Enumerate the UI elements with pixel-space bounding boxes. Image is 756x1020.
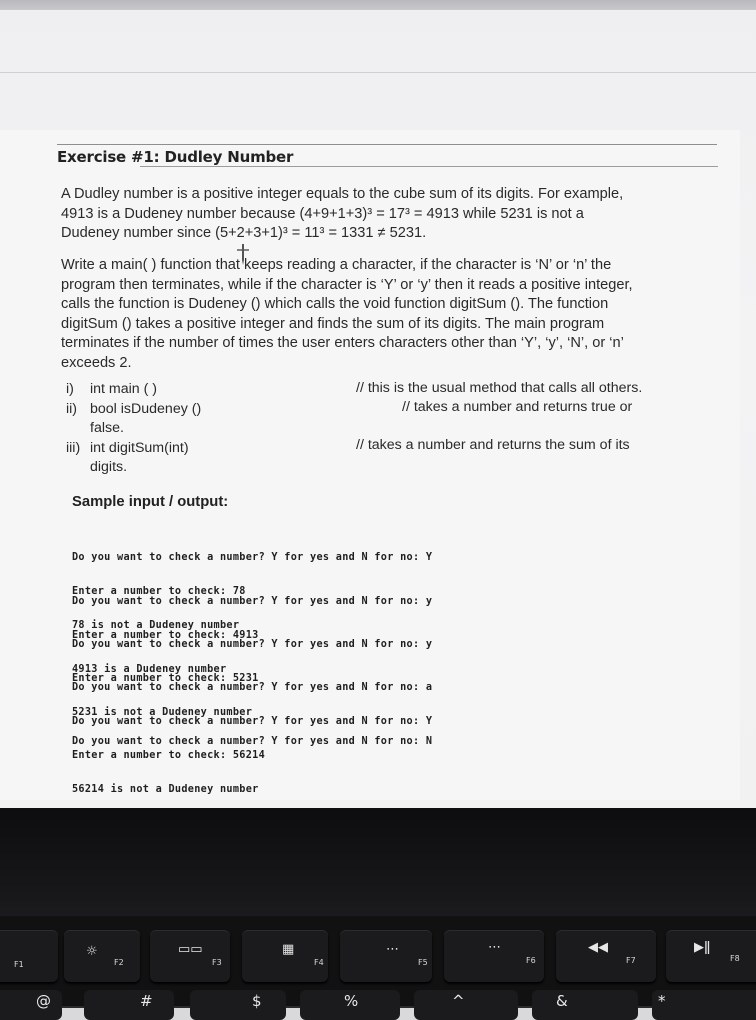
list-marker: iii) — [66, 439, 81, 456]
launchpad-icon: ▦ — [282, 942, 295, 957]
task-paragraph — [61, 256, 721, 374]
task-line: digitSum () takes a positive integer and finds the sum of its digits. The main program — [61, 315, 605, 332]
brightness-up-icon: ☼ — [86, 944, 98, 959]
f1-key[interactable] — [0, 930, 58, 982]
f8-key[interactable] — [666, 930, 756, 982]
f6-label: F6 — [526, 956, 536, 965]
f1-label: F1 — [14, 960, 24, 969]
f8-label: F8 — [730, 954, 740, 963]
key-6[interactable] — [414, 990, 518, 1020]
function-list — [66, 380, 201, 478]
sample-line: Do you want to check a number? Y for yes and N for no: y — [72, 638, 433, 650]
f6-key[interactable] — [444, 930, 544, 982]
list-item-text: int main ( ) — [90, 381, 158, 397]
list-item-continuation: false. — [90, 420, 124, 436]
title-top-rule — [57, 144, 717, 145]
keyboard-backlight-up-icon: ⋯ — [488, 940, 501, 955]
play-pause-icon: ▶ǁ — [694, 940, 711, 955]
sample-block — [72, 713, 433, 762]
sample-line: Enter a number to check: 4913 — [72, 630, 259, 642]
key-3[interactable] — [84, 990, 174, 1020]
f4-label: F4 — [314, 958, 324, 967]
key-4[interactable] — [190, 990, 286, 1020]
task-line: exceeds 2. — [61, 354, 132, 371]
sample-line: 78 is not a Dudeney number — [72, 620, 240, 632]
sample-title: Sample input / output: — [72, 494, 229, 510]
intro-line: A Dudley number is a positive integer equals to the cube sum of its digits. For example, — [61, 186, 624, 202]
percent-glyph: % — [344, 992, 359, 1010]
sample-line: Enter a number to check: 56214 — [72, 750, 266, 762]
list-marker: i) — [66, 381, 74, 397]
dollar-glyph: $ — [252, 992, 262, 1010]
task-line: terminates if the number of times the user enters characters other than ‘Y’, ‘y’, ‘N’, or ‘n’ — [61, 335, 624, 352]
sample-line: Do you want to check a number? Y for yes and N for no: Y — [72, 716, 433, 728]
task-line: program then terminates, while if the character is ‘Y’ or ‘y’ then it reads a positive integer, — [61, 276, 633, 293]
f2-label: F2 — [114, 958, 124, 967]
sample-line: Do you want to check a number? Y for yes and N for no: Y — [72, 551, 433, 563]
f5-key[interactable] — [340, 930, 432, 982]
f5-label: F5 — [418, 958, 428, 967]
key-8[interactable] — [652, 990, 756, 1020]
at-glyph: @ — [36, 992, 51, 1010]
keyboard-backlight-down-icon: ⋯ — [386, 942, 399, 957]
sample-line: Do you want to check a number? Y for yes and N for no: a — [72, 681, 433, 693]
list-item-continuation: digits. — [90, 459, 128, 475]
list-item — [66, 439, 201, 459]
title-bottom-rule — [140, 166, 718, 167]
ampersand-glyph: & — [556, 992, 568, 1010]
task-line: Write a main( ) function that keeps reading a character, if the character is ‘N’ or ‘n’ the — [61, 257, 612, 273]
comment-main: // this is the usual method that calls all others. — [356, 380, 643, 396]
f7-label: F7 — [626, 956, 636, 965]
list-item — [66, 380, 201, 400]
key-7[interactable] — [532, 990, 638, 1020]
sample-line: 5231 is not a Dudeney number — [72, 707, 253, 719]
sample-line: Enter a number to check: 5231 — [72, 673, 259, 685]
list-item-text: bool isDudeney () — [90, 400, 202, 417]
comment-digitsum: // takes a number and returns the sum of its — [356, 437, 630, 453]
list-marker: ii) — [66, 400, 78, 417]
intro-paragraph — [61, 185, 721, 244]
intro-line: Dudeney number since (5+2+3+1)³ = 11³ = 1331 ≠ 5231. — [61, 225, 427, 242]
sample-line: 4913 is a Dudeney number — [72, 664, 227, 676]
f3-label: F3 — [212, 958, 222, 967]
caret-glyph: ^ — [452, 992, 465, 1010]
list-item — [66, 400, 201, 420]
mission-control-icon: ▭▭ — [178, 942, 203, 957]
list-item-text: int digitSum(int) — [90, 439, 189, 456]
page-divider — [0, 72, 756, 73]
comment-isdudeney: // takes a number and returns true or — [402, 399, 633, 415]
f7-key[interactable] — [556, 930, 656, 982]
task-line: calls the function is Dudeney () which calls the void function digitSum (). The function — [61, 296, 609, 313]
f2-key[interactable] — [64, 930, 140, 982]
exercise-title: Exercise #1: Dudley Number — [57, 148, 294, 166]
f3-key[interactable] — [150, 930, 230, 982]
intro-line: 4913 is a Dudeney number because (4+9+1+3)³ = 17³ = 4913 while 5231 is not a — [61, 205, 584, 222]
rewind-icon: ◀◀ — [588, 940, 608, 955]
sample-line: Do you want to check a number? Y for yes and N for no: N — [72, 735, 433, 747]
f4-key[interactable] — [242, 930, 328, 982]
sample-line: Do you want to check a number? Y for yes and N for no: y — [72, 595, 433, 607]
sample-line: Enter a number to check: 78 — [72, 586, 246, 598]
sample-line: 56214 is not a Dudeney number — [72, 784, 259, 796]
asterisk-glyph: * — [658, 992, 666, 1010]
key-2[interactable] — [0, 990, 62, 1020]
hash-glyph: # — [140, 992, 153, 1010]
